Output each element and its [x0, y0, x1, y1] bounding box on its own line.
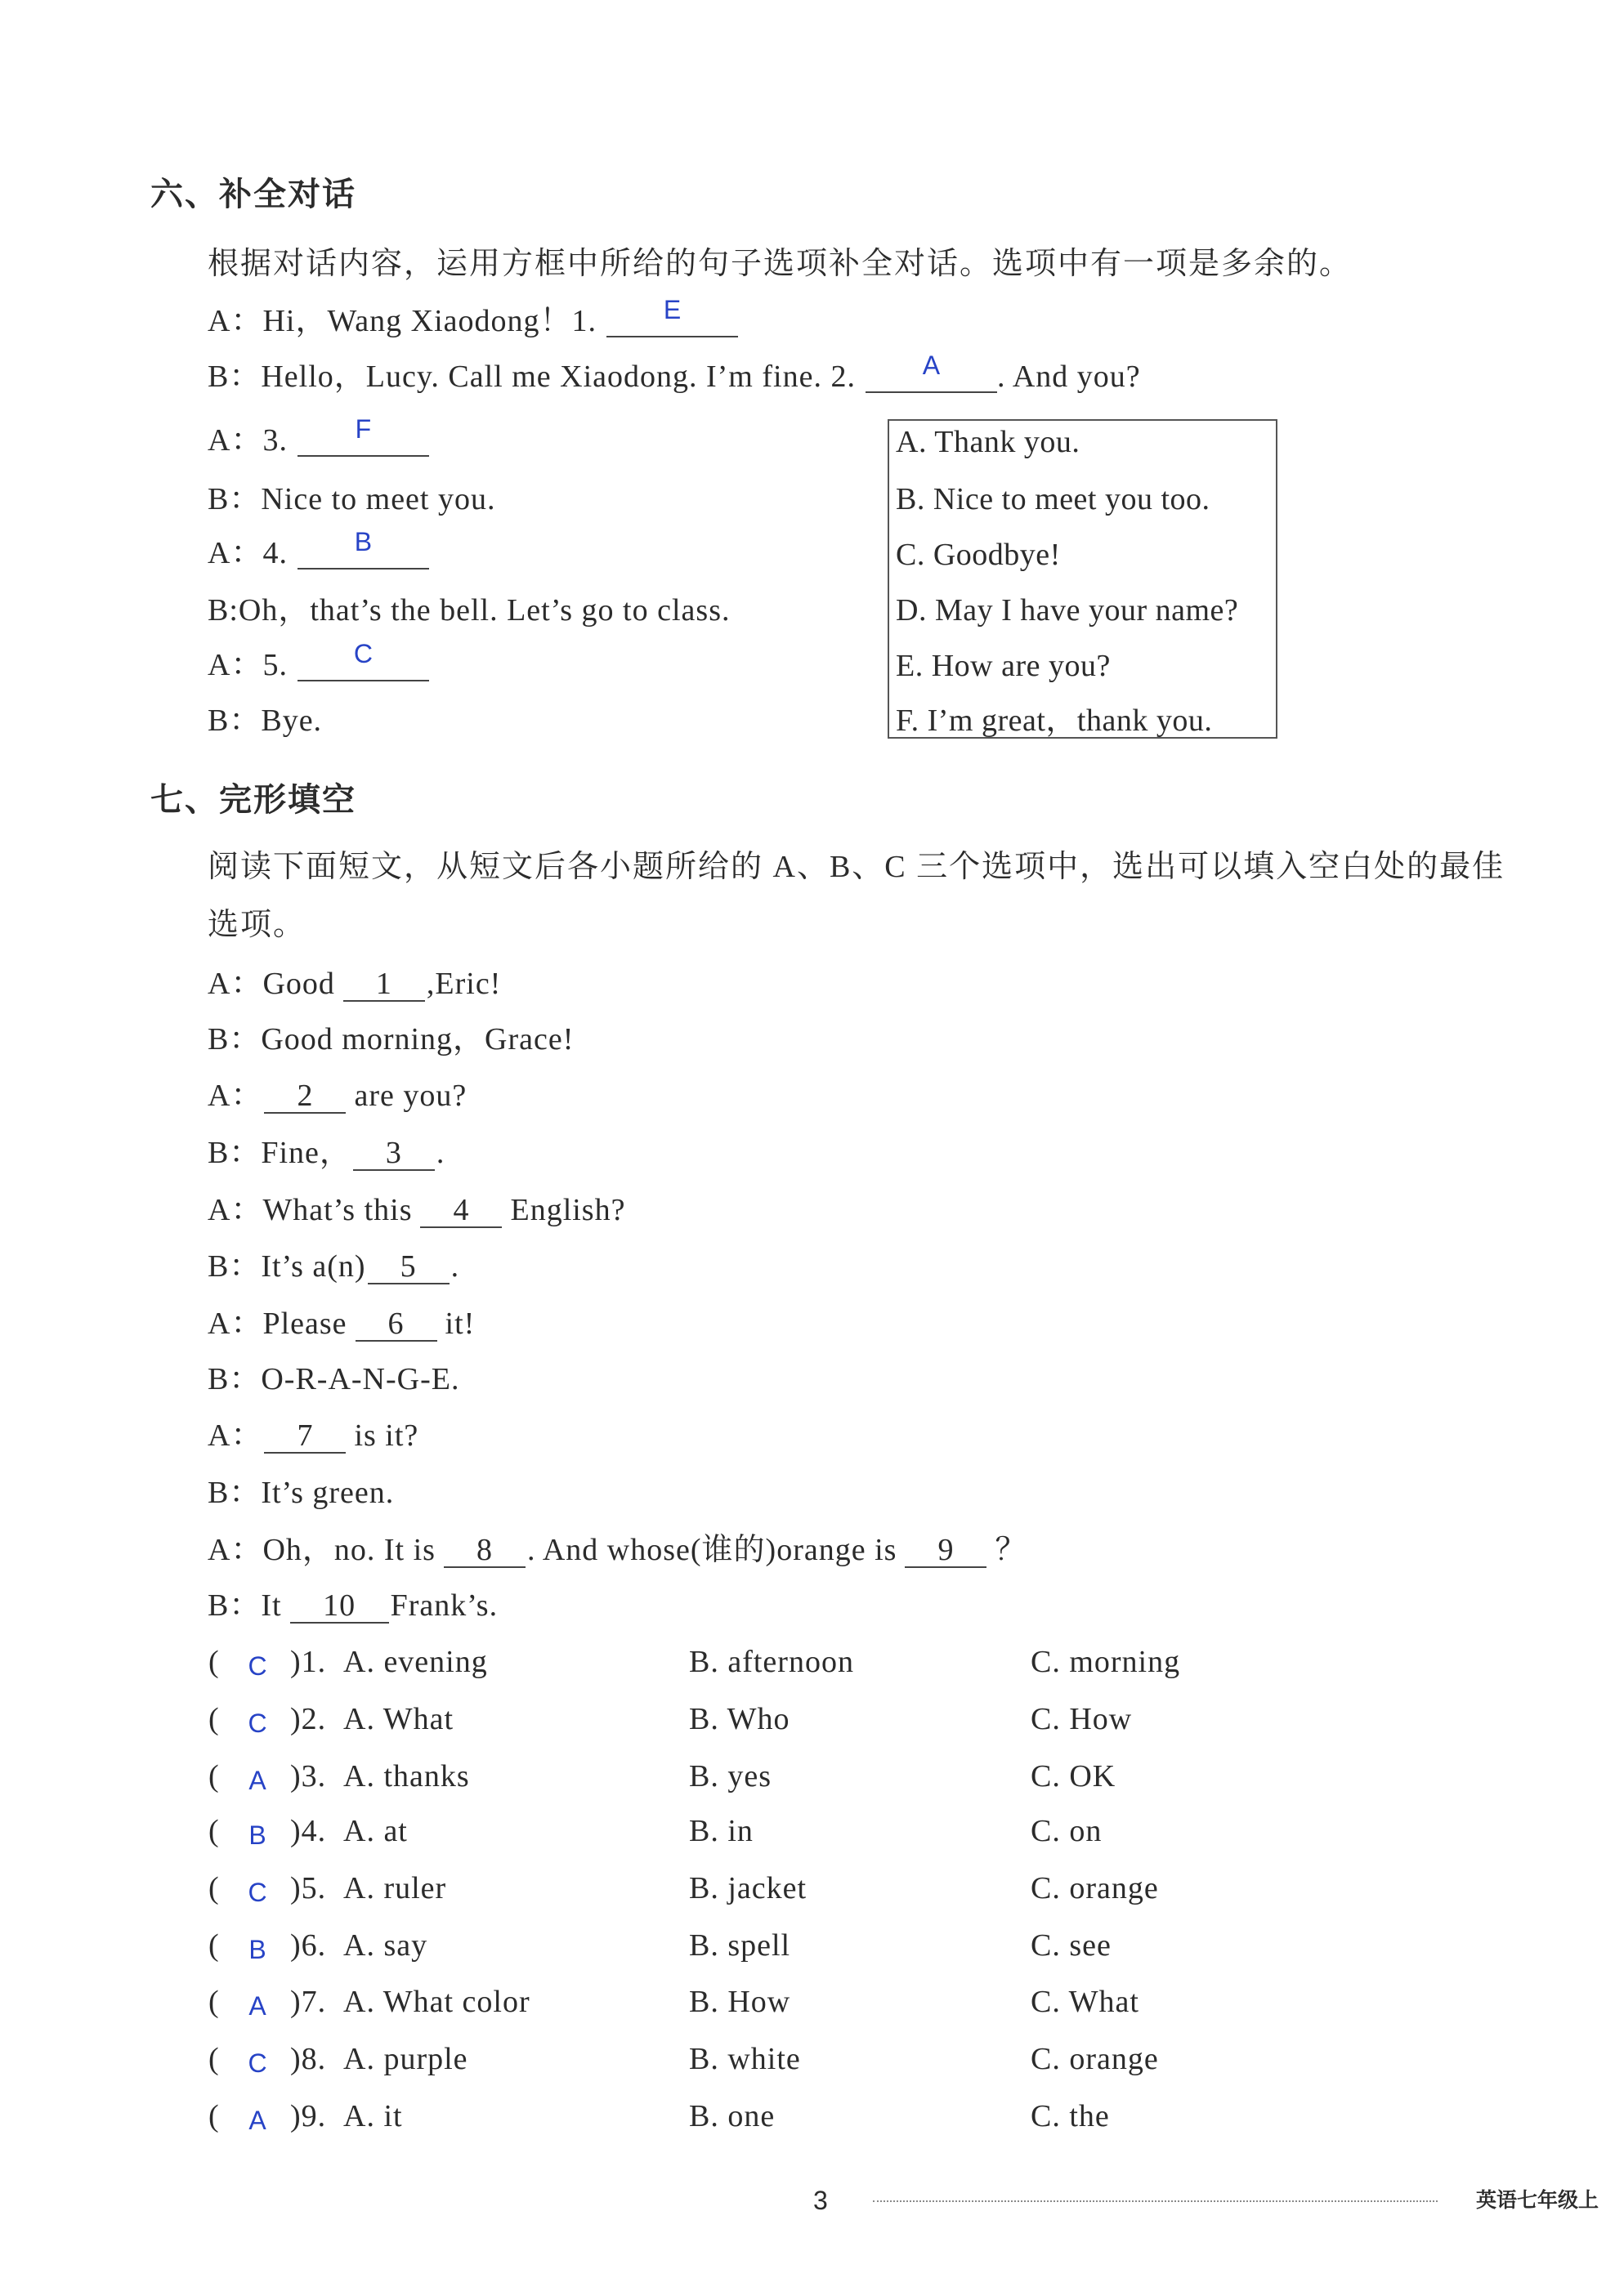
option-c: C. orange	[1031, 1871, 1159, 1905]
option-c: C. OK	[1031, 1759, 1116, 1793]
paren-close: )	[290, 2042, 302, 2076]
cloze-blank-3: 3	[353, 1137, 435, 1171]
answer-letter: C	[248, 1651, 267, 1681]
question-row-9	[0, 2096, 1606, 2137]
footer-dotted-rule	[873, 2200, 1438, 2202]
answer-blank-4	[297, 527, 429, 570]
option-b: B. Who	[689, 1702, 790, 1736]
paren-open: (	[208, 1814, 220, 1848]
cloze-blank-10: 10	[290, 1589, 389, 1624]
paren-close: )	[290, 2099, 302, 2133]
cloze-text: is it?	[354, 1418, 419, 1453]
question-number-text: 7.	[301, 1985, 327, 2019]
cloze-text: A：What’s this	[208, 1193, 413, 1227]
option-c: C. see	[1031, 1928, 1112, 1963]
section-6-instruction: 根据对话内容，运用方框中所给的句子选项补全对话。选项中有一项是多余的。	[208, 247, 1353, 281]
answer-blank-1	[606, 295, 738, 337]
section-7-instruction-line-2: 选项。	[208, 908, 306, 942]
option-a: A. evening	[343, 1645, 488, 1679]
answer-letter: A	[248, 2106, 266, 2135]
paren-open: (	[208, 1759, 220, 1793]
option-c: C. How	[1031, 1702, 1133, 1736]
page-number: 3	[813, 2186, 828, 2215]
paren-close: )	[290, 1814, 302, 1848]
option-c: C. on	[1031, 1814, 1103, 1848]
cloze-text: B：Fine，	[208, 1136, 351, 1170]
cloze-line-12	[208, 1585, 498, 1626]
question-number-text: 1.	[301, 1645, 327, 1679]
question-number	[290, 1756, 326, 1797]
question-row-4	[0, 1811, 1606, 1852]
cloze-blank-9: 9	[905, 1534, 986, 1568]
option-c: C. What	[1031, 1985, 1139, 2019]
box-option-b: B. Nice to meet you too.	[896, 482, 1210, 516]
options-box	[888, 419, 1277, 739]
dialogue-text-after: . And you?	[996, 360, 1141, 394]
cloze-text: A：	[208, 1418, 263, 1453]
box-option-a: A. Thank you.	[896, 425, 1080, 459]
box-option-d: D. May I have your name?	[896, 593, 1239, 628]
cloze-line-9	[208, 1415, 418, 1456]
cloze-text: B：It’s green.	[208, 1476, 395, 1510]
option-a: A. it	[343, 2099, 403, 2133]
answer-letter: A	[248, 1766, 266, 1795]
cloze-text: ？	[995, 1533, 1027, 1567]
cloze-blank-5: 5	[368, 1250, 450, 1284]
question-row-3	[0, 1756, 1606, 1797]
question-number-text: 2.	[301, 1702, 327, 1736]
cloze-line-5	[208, 1190, 625, 1231]
option-a: A. What color	[343, 1985, 530, 2019]
paren-close: )	[290, 1871, 302, 1905]
answer-letter: E	[663, 295, 682, 324]
answer-letter: A	[248, 1991, 266, 2021]
option-b: B. yes	[689, 1759, 772, 1793]
cloze-blank-7: 7	[264, 1419, 346, 1454]
paren-open: (	[208, 1928, 220, 1963]
question-number-text: 8.	[301, 2042, 327, 2076]
cloze-line-6	[208, 1246, 459, 1287]
box-option-f: F. I’m great，thank you.	[896, 704, 1213, 738]
option-a: A. at	[343, 1814, 408, 1848]
answer-blank-3	[297, 414, 429, 457]
question-number-text: 5.	[301, 1871, 327, 1905]
cloze-text: are you?	[354, 1079, 467, 1113]
question-row-1	[0, 1642, 1606, 1682]
question-number	[290, 2096, 326, 2137]
cloze-text: B：It	[208, 1588, 282, 1623]
cloze-text: A：Good	[208, 967, 335, 1001]
dialogue-line-1	[208, 295, 738, 342]
question-number	[290, 1925, 326, 1966]
option-b: B. in	[689, 1814, 754, 1848]
answer-letter: C	[248, 2048, 267, 2078]
cloze-text: .	[450, 1249, 460, 1284]
option-c: C. the	[1031, 2099, 1110, 2133]
answer-letter: C	[248, 1709, 267, 1738]
option-b: B. afternoon	[689, 1645, 854, 1679]
question-row-5	[0, 1868, 1606, 1909]
question-number-text: 9.	[301, 2099, 327, 2133]
option-a: A. say	[343, 1928, 428, 1963]
cloze-blank-1: 1	[343, 967, 425, 1002]
cloze-text: A：Oh，no. It is	[208, 1533, 436, 1567]
cloze-blank-6: 6	[356, 1307, 437, 1342]
paren-close: )	[290, 1928, 302, 1963]
dialogue-line-2	[208, 351, 1141, 397]
question-number	[290, 1868, 326, 1909]
option-c: C. morning	[1031, 1645, 1181, 1679]
paren-close: )	[290, 1985, 302, 2019]
dialogue-text: A：Hi，Wang Xiaodong！1.	[208, 304, 597, 338]
question-number-text: 6.	[301, 1928, 327, 1963]
cloze-line-10	[208, 1472, 394, 1513]
cloze-text: it!	[445, 1307, 476, 1341]
paren-close: )	[290, 1645, 302, 1679]
cloze-text: Frank’s.	[390, 1588, 499, 1623]
dialogue-line-7	[208, 639, 429, 686]
answer-letter: A	[922, 351, 941, 380]
section-7-instruction-line-1: 阅读下面短文，从短文后各小题所给的 A、B、C 三个选项中，选出可以填入空白处的最佳	[208, 850, 1505, 884]
option-b: B. jacket	[689, 1871, 807, 1905]
dialogue-line-6	[208, 590, 730, 631]
paren-close: )	[290, 1702, 302, 1736]
cloze-blank-2: 2	[264, 1079, 346, 1114]
paren-open: (	[208, 1985, 220, 2019]
answer-blank-2	[866, 351, 997, 393]
answer-letter: B	[354, 527, 373, 556]
paren-open: (	[208, 1871, 220, 1905]
question-number	[290, 1699, 326, 1740]
cloze-text: A：Please	[208, 1307, 347, 1341]
paren-open: (	[208, 1702, 220, 1736]
cloze-text: B：O-R-A-N-G-E.	[208, 1362, 460, 1396]
cloze-line-4	[208, 1132, 445, 1173]
dialogue-text: B:Oh，that’s the bell. Let’s go to class.	[208, 593, 731, 628]
dialogue-line-5	[208, 527, 429, 574]
answer-blank-5	[297, 639, 429, 681]
cloze-blank-8: 8	[444, 1534, 526, 1568]
option-a: A. thanks	[343, 1759, 470, 1793]
answer-letter: C	[353, 639, 373, 668]
cloze-text: ,Eric!	[426, 967, 502, 1001]
question-number	[290, 1981, 326, 2022]
cloze-line-7	[208, 1303, 475, 1344]
dialogue-text: B：Hello，Lucy. Call me Xiaodong. I’m fine. 2.	[208, 360, 856, 394]
question-row-7	[0, 1981, 1606, 2022]
option-b: B. white	[689, 2042, 801, 2076]
section-6-heading: 六、补全对话	[150, 176, 356, 213]
option-b: B. one	[689, 2099, 776, 2133]
question-number	[290, 1642, 326, 1682]
cloze-line-11	[208, 1530, 1027, 1570]
question-row-8	[0, 2039, 1606, 2079]
dialogue-line-3	[208, 414, 429, 461]
dialogue-line-4	[208, 479, 495, 520]
cloze-text: B：Good morning，Grace!	[208, 1022, 575, 1056]
box-option-c: C. Goodbye!	[896, 538, 1061, 572]
paren-open: (	[208, 2099, 220, 2133]
option-b: B. How	[689, 1985, 791, 2019]
answer-letter: C	[248, 1878, 267, 1907]
cloze-line-2	[208, 1019, 574, 1060]
option-a: A. ruler	[343, 1871, 447, 1905]
cloze-text: .	[436, 1136, 445, 1170]
cloze-text: B：It’s a(n)	[208, 1249, 366, 1284]
answer-letter: B	[248, 1935, 266, 1964]
dialogue-text: A：5.	[208, 648, 288, 682]
answer-letter: F	[355, 414, 372, 444]
cloze-line-3	[208, 1075, 467, 1116]
dialogue-line-8	[208, 700, 322, 741]
section-7-heading: 七、完形填空	[150, 781, 356, 819]
option-b: B. spell	[689, 1928, 791, 1963]
dialogue-text: A：3.	[208, 423, 288, 458]
answer-letter: B	[248, 1820, 266, 1850]
paren-close: )	[290, 1759, 302, 1793]
dialogue-text: B：Bye.	[208, 704, 323, 738]
dialogue-text: A：4.	[208, 536, 288, 570]
question-number	[290, 2039, 326, 2079]
question-row-2	[0, 1699, 1606, 1740]
option-c: C. orange	[1031, 2042, 1159, 2076]
cloze-text: . And whose(谁的)orange is	[526, 1533, 897, 1567]
question-row-6	[0, 1925, 1606, 1966]
question-number-text: 3.	[301, 1759, 327, 1793]
paren-open: (	[208, 2042, 220, 2076]
question-number	[290, 1811, 326, 1852]
book-label: 英语七年级上	[1476, 2188, 1599, 2212]
option-a: A. purple	[343, 2042, 468, 2076]
option-a: A. What	[343, 1702, 454, 1736]
cloze-text: English?	[510, 1193, 626, 1227]
question-number-text: 4.	[301, 1814, 327, 1848]
cloze-line-1	[208, 963, 501, 1004]
cloze-blank-4: 4	[420, 1194, 502, 1228]
paren-open: (	[208, 1645, 220, 1679]
box-option-e: E. How are you?	[896, 649, 1111, 683]
cloze-line-8	[208, 1359, 459, 1400]
cloze-text: A：	[208, 1079, 263, 1113]
dialogue-text: B：Nice to meet you.	[208, 482, 496, 516]
